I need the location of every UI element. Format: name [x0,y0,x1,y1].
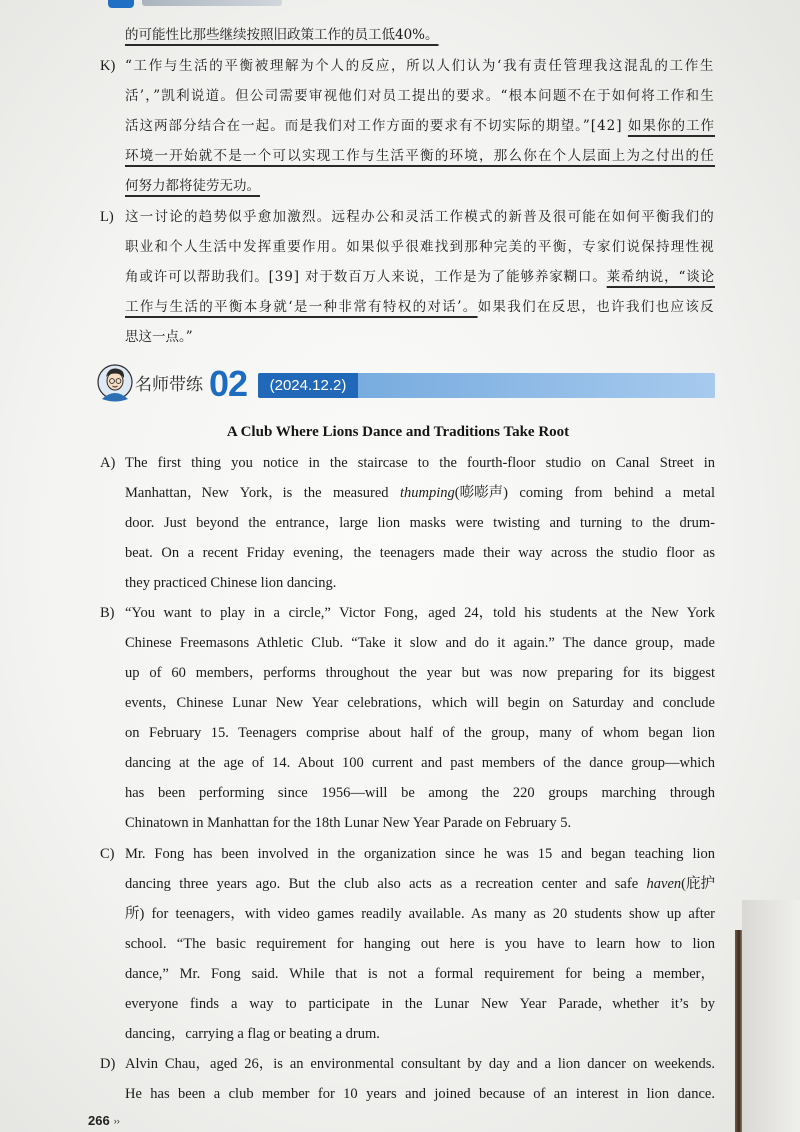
line-text [125,658,715,688]
text-run: (嘭嘭声) coming from behind a metal [454,485,716,501]
italic-term: haven [646,876,682,892]
text-line [125,1019,715,1049]
section-date: (2024.12.2) [269,377,347,394]
line-text [125,899,715,929]
text-run: door. Just beyond the entrance，large lion masks were twisting and turning to the drum- [125,515,715,531]
paragraph-d [100,1049,715,1109]
text-line [125,718,715,748]
line-text [125,51,715,81]
text-line [125,202,715,232]
paragraph-l [100,202,715,352]
text-line [125,1049,715,1079]
page-edge-shadow [742,900,800,1132]
paragraph-a [100,448,716,598]
line-text [125,322,193,352]
text-run: has been performing since 1956—will be among the 220 groups marching through [125,785,715,801]
text-line [125,478,715,508]
text-run: Mr. Fong has been involved in the organization since he was 15 and began teaching lion [125,846,715,862]
line-text [125,1049,715,1079]
line-text [125,81,715,111]
underlined-text: 莱希纳说，“谈论 [606,269,715,285]
line-text [125,929,715,959]
text-run: up of 60 members，performs throughout the year but was now preparing for its biggest [125,665,715,681]
line-text [125,598,715,628]
text-run: (庇护 [681,876,715,892]
text-line [125,20,715,50]
text-run: Chinese Freemasons Athletic Club. “Take it slow and do it again.” The dance group，made [125,635,715,651]
text-line [125,1079,715,1109]
paragraph-c [100,839,715,1049]
text-run: they practiced Chinese lion dancing. [125,575,337,591]
paragraph-label: C) [100,846,115,862]
text-line [125,568,715,598]
paragraph-k [100,51,716,201]
text-line [125,959,715,989]
text-run: Manhattan，New York，is the measured [125,485,400,501]
text-line [125,292,715,322]
line-text [125,989,715,1019]
line-text [125,478,715,508]
text-line [125,51,715,81]
text-line [125,448,715,478]
italic-term: thumping [399,485,455,501]
line-text [125,20,439,50]
text-run: school. “The basic requirement for hanging out here is you have to learn how to lion [125,936,715,952]
underlined-text: 的可能性比那些继续按照旧政策工作的员工低40%。 [125,27,439,43]
line-text [125,568,336,598]
running-header-fragment [142,0,282,6]
text-line [125,81,715,111]
text-line [125,141,715,171]
line-text [125,839,715,869]
text-line [125,598,715,628]
text-run: 思这一点。” [125,329,193,345]
text-run: “You want to play in a circle,” Victor Fong，aged 24，told his students at the New York [125,605,715,621]
text-line [125,929,715,959]
article-title: A Club Where Lions Dance and Traditions Take Root [226,424,570,440]
paragraph-label: L) [100,209,114,225]
text-line [125,171,715,201]
section-number: 02 [209,363,248,404]
date-banner [258,373,715,398]
line-text [125,778,715,808]
book-edge-strip [735,930,742,1132]
text-run: beat. On a recent Friday evening，the teenagers made their way across the studio floor as [125,545,715,561]
paragraph-b [100,598,715,838]
publisher-logo-icon [108,0,134,8]
underlined-text: 工作与生活的平衡本身就‘是一种非常有特权的对话’。 [125,299,478,315]
underlined-text: 环境一开始就不是一个可以实现工作与生活平衡的环境，那么你在个人层面上为之付出的任 [125,148,715,164]
teacher-avatar-icon [97,362,133,402]
paragraph-label: B) [100,605,115,621]
underlined-text: 如果你的工作 [627,118,716,134]
text-line [125,508,715,538]
line-text [125,111,715,141]
text-line [125,111,715,141]
text-run: dancing at the age of 14. About 100 current and past members of the dance group—which [125,755,715,771]
line-text [125,508,715,538]
text-run: 这一讨论的趋势似乎愈加激烈。远程办公和灵活工作模式的新普及很可能在如何平衡我们的 [125,209,715,225]
text-line [125,232,715,262]
text-line [125,989,715,1019]
continued-paragraph [125,20,715,50]
line-text [125,171,260,201]
paragraph-label: A) [100,455,116,471]
page-number: 266 [88,1113,110,1128]
line-text [125,141,715,171]
text-run: “工作与生活的平衡被理解为个人的反应，所以人们认为‘我有责任管理我这混乱的工作生 [125,58,715,74]
line-text [125,748,715,778]
line-text [125,959,715,989]
text-run: Chinatown in Manhattan for the 18th Lunar New Year Parade on February 5. [125,815,572,831]
page-footer [88,1112,120,1130]
line-text [125,688,715,718]
line-text [125,292,715,322]
line-text [125,628,715,658]
section-badge: 名师带练 [135,375,203,395]
text-run: on February 15. Teenagers comprise about half of the group，many of whom began lion [125,725,715,741]
text-run: everyone finds a way to participate in the Lunar New Year Parade，whether it’s by [125,996,715,1012]
text-line [125,839,715,869]
text-run: 职业和个人生活中发挥重要作用。如果似乎很难找到那种完美的平衡，专家们说保持理性视 [125,239,715,255]
line-text [125,262,715,292]
text-line [125,748,715,778]
line-text [125,232,715,262]
text-line [125,538,715,568]
paragraph-label: D) [100,1056,116,1072]
text-run: 所) for teenagers，with video games readily available. As many as 20 students show up after [125,906,715,922]
text-run: 角或许可以帮助我们。[39] 对于数百万人来说，工作是为了能够养家糊口。 [125,269,607,285]
text-run: dancing three years ago. But the club also acts as a recreation center and safe [125,876,647,892]
text-run: Alvin Chau，aged 26，is an environmental consultant by day and a lion dancer on weekends. [125,1056,715,1072]
text-run: dancing，carrying a flag or beating a drum. [125,1026,380,1042]
text-line [125,899,715,929]
text-line [125,658,715,688]
line-text [125,1019,380,1049]
text-line [125,322,715,352]
text-line [125,688,715,718]
text-run: He has been a club member for 10 years and joined because of an interest in lion dance. [125,1086,715,1102]
line-text [125,1079,715,1109]
paragraph-label: K) [100,58,116,74]
line-text [125,448,715,478]
text-line [125,628,715,658]
text-run: 如果我们在反思，也许我们也应该反 [477,299,715,315]
line-text [125,538,715,568]
line-text [125,202,715,232]
text-line [125,869,715,899]
next-arrow-icon: ›› [113,1116,120,1126]
line-text [125,869,715,899]
text-line [125,808,715,838]
text-run: 活这两部分结合在一起。而是我们对工作方面的要求有不切实际的期望。”[42] [125,118,628,134]
line-text [125,808,571,838]
text-line [125,778,715,808]
text-line [125,262,715,292]
text-run: events，Chinese Lunar New Year celebrations，which will begin on Saturday and conclude [125,695,715,711]
text-run: dance,” Mr. Fong said. While that is not a formal requirement for being a member， [125,966,715,982]
text-run: 活’，”凯利说道。但公司需要审视他们对员工提出的要求。“根本问题不在于如何将工作和生 [125,88,715,104]
line-text [125,718,715,748]
text-run: The first thing you notice in the staircase to the fourth-floor studio on Canal Street in [125,455,715,471]
underlined-text: 何努力都将徒劳无功。 [125,178,260,194]
